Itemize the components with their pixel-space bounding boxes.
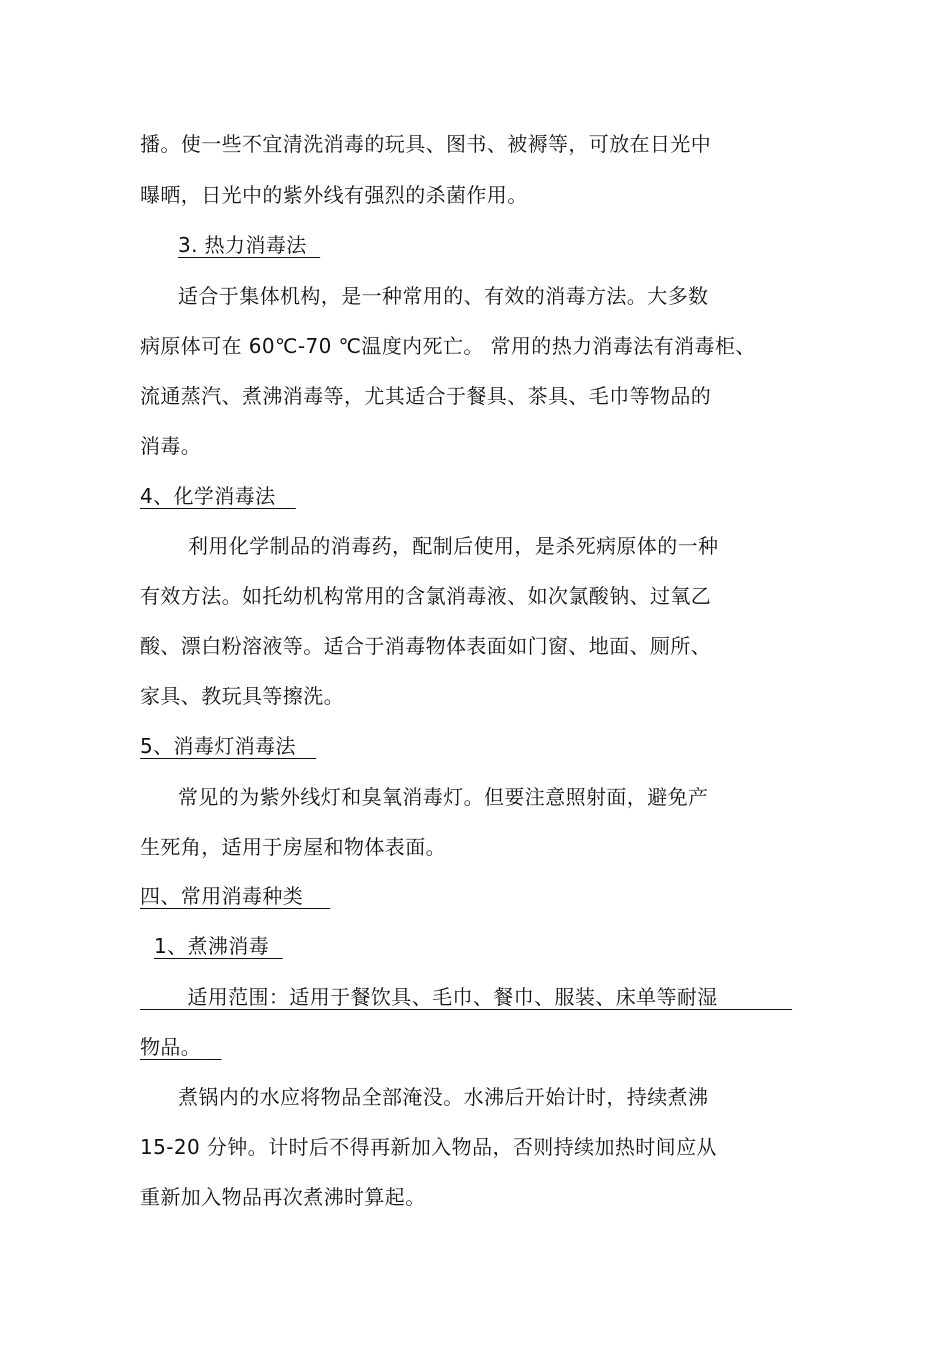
heading-section-four [140,882,330,910]
heading-boiling-disinfection [154,932,283,960]
underlined-text: 适用范围：适用于餐饮具、毛巾、餐巾、服装、床单等耐湿 [187,985,718,1009]
paragraph-line: 酸、漂白粉溶液等。适合于消毒物体表面如门窗、地面、厕所、 [140,634,712,658]
paragraph-line: 播。使一些不宜清洗消毒的玩具、图书、被褥等，可放在日光中 [140,132,712,156]
heading-chemical-disinfection [140,482,296,510]
paragraph-line-underlined [140,1033,221,1061]
paragraph-line: 生死角，适用于房屋和物体表面。 [140,835,446,859]
paragraph-line: 流通蒸汽、煮沸消毒等，尤其适合于餐具、茶具、毛巾等物品的 [140,384,712,408]
paragraph-line-underlined [140,983,792,1011]
paragraph-line: 曝晒，日光中的紫外线有强烈的杀菌作用。 [140,183,528,207]
underlined-text: 物品。 [140,1035,202,1059]
paragraph-line: 适合于集体机构，是一种常用的、有效的消毒方法。大多数 [178,284,709,308]
heading-text: 3. 热力消毒法 [178,233,307,257]
heading-text: 4、化学消毒法 [140,484,276,508]
paragraph-line: 利用化学制品的消毒药，配制后使用，是杀死病原体的一种 [188,534,719,558]
paragraph-line: 煮锅内的水应将物品全部淹没。水沸后开始计时，持续煮沸 [178,1085,709,1109]
paragraph-line: 家具、教玩具等擦洗。 [140,684,344,708]
heading-lamp-disinfection [140,732,316,760]
paragraph-line: 15-20 分钟。计时后不得再新加入物品，否则持续加热时间应从 [140,1135,717,1159]
paragraph-line: 消毒。 [140,434,202,458]
paragraph-line: 常见的为紫外线灯和臭氧消毒灯。但要注意照射面，避免产 [178,785,709,809]
paragraph-line: 病原体可在 60℃-70 ℃温度内死亡。 常用的热力消毒法有消毒柜、 [140,334,756,358]
heading-text: 5、消毒灯消毒法 [140,734,296,758]
heading-thermal-disinfection [178,231,320,259]
paragraph-line: 重新加入物品再次煮沸时算起。 [140,1185,426,1209]
heading-text: 四、常用消毒种类 [140,884,304,908]
paragraph-line: 有效方法。如托幼机构常用的含氯消毒液、如次氯酸钠、过氧乙 [140,584,712,608]
heading-text: 1、煮沸消毒 [154,934,270,958]
